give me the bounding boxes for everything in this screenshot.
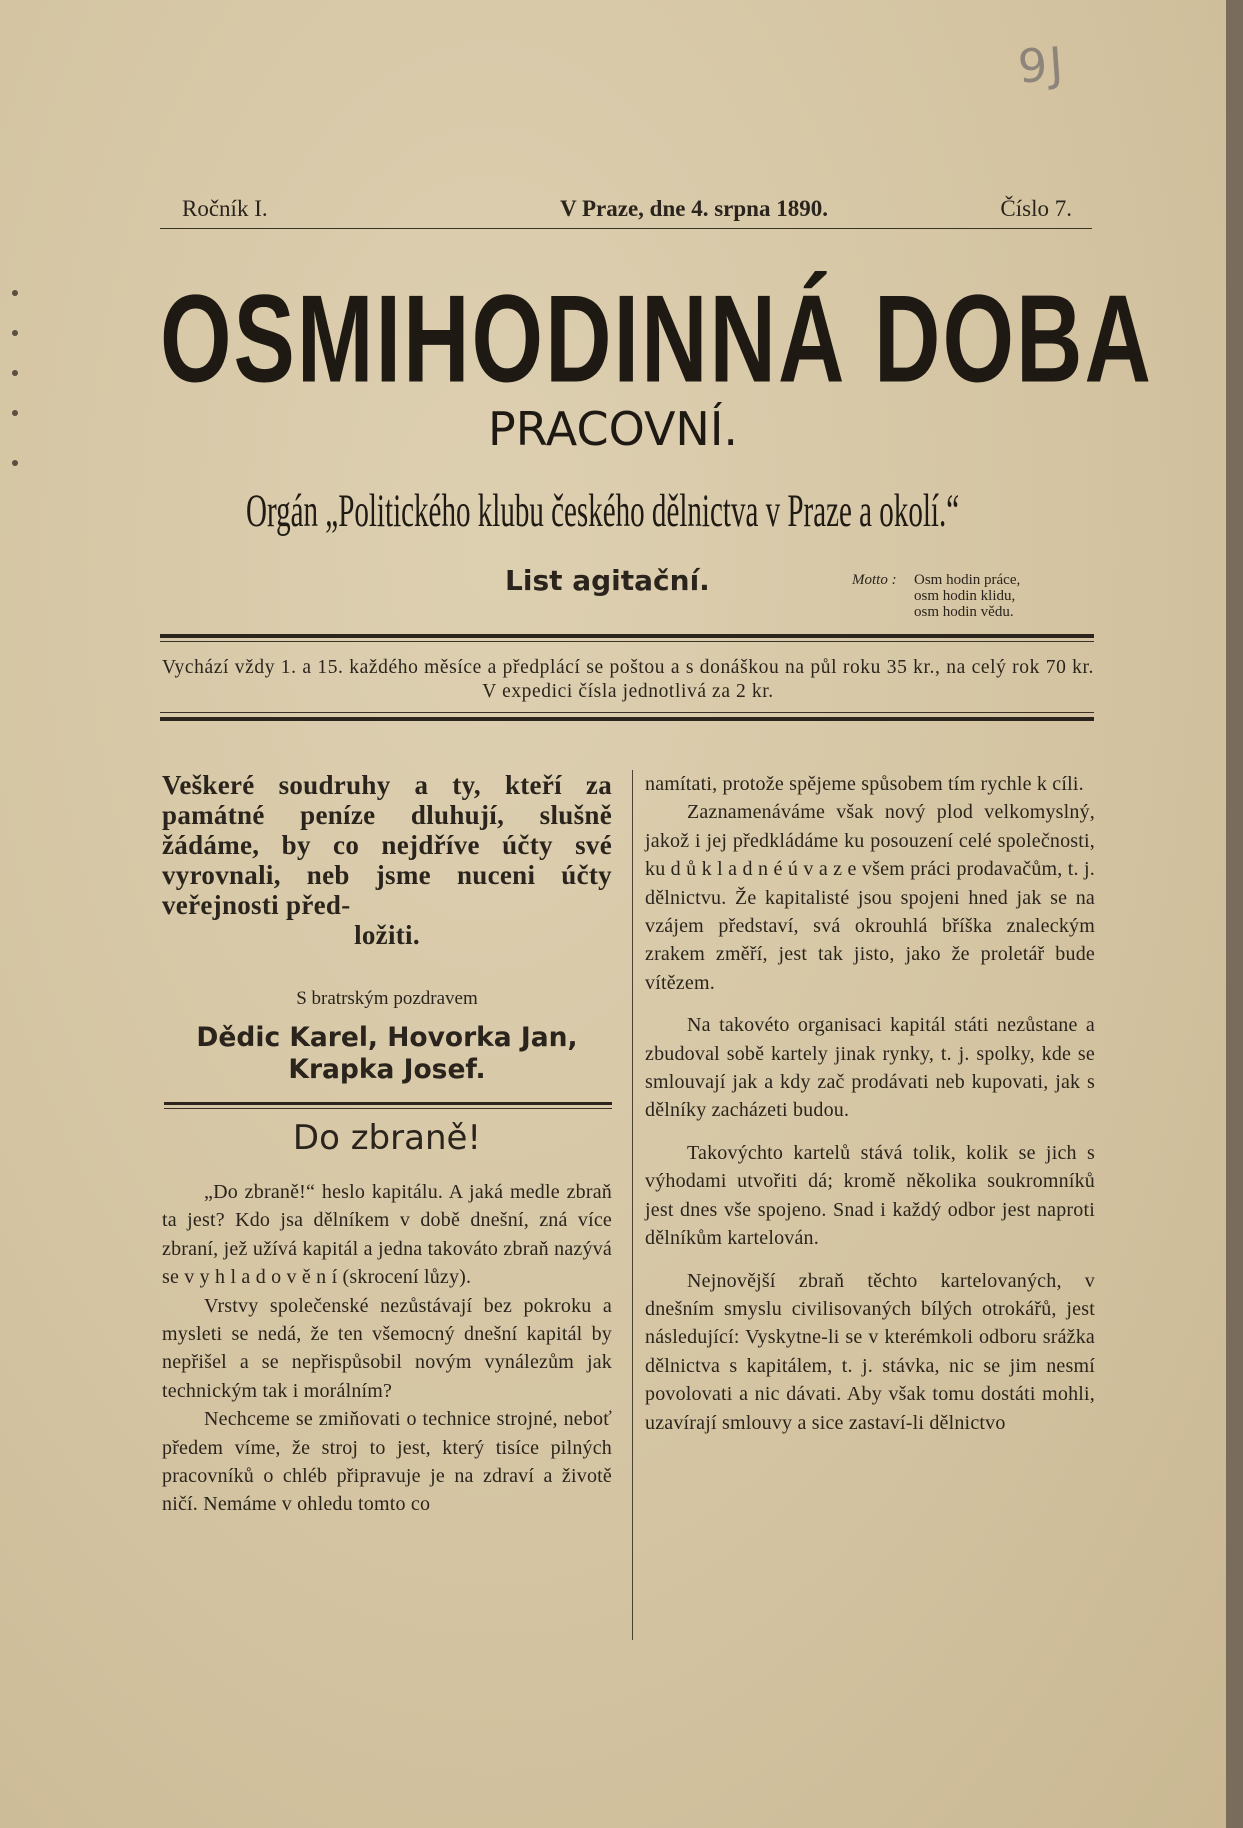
- subscription-rule: [160, 717, 1094, 721]
- notice-text: Veškeré soudruhy a ty, kteří za památné peníze dluhují, slušně žádáme, by co nejdříve účty své vyrovnali, neb jsme nuceni účty veřejnosti před-: [162, 770, 612, 920]
- notice-text-end: ložiti.: [354, 920, 420, 950]
- article-right-column: [645, 770, 1095, 1437]
- notice-signatories: [162, 1022, 612, 1086]
- article-paragraph: Takovýchto kartelů stává tolik, kolik se jich s výhodami utvořiti dá; kromě několika soukromníků jest dnes vše spojeno. Snad i každý odbor jest naproti dělníkům kartelován.: [645, 1141, 1095, 1250]
- article-paragraph: Vrstvy společenské nezůstávají bez pokroku a mysleti se nedá, že ten všemocný dnešní kapitál by nepřišel a se nepřispůsobil novým vynálezům jak technickým tak i morálním?: [162, 1294, 612, 1402]
- motto-line: osm hodin vědu.: [914, 604, 1014, 620]
- masthead-subtitle: PRACOVNÍ.: [487, 402, 739, 456]
- motto-line: Osm hodin práce,: [914, 572, 1021, 588]
- notice-rule-thin: [164, 1108, 612, 1109]
- masthead-rule-thin: [160, 641, 1094, 642]
- article-left-column: [162, 1178, 612, 1519]
- article-paragraph: Na takovéto organisaci kapitál státi nezůstane a zbudoval sobě kartely jinak rynky, t. j. spolky, kde se smlouvají jak a kdy zač prodávati neb kupovati, jak s dělníky zacházeti budou.: [645, 1014, 1095, 1122]
- motto-line: osm hodin klidu,: [914, 588, 1016, 604]
- page-edge: [1226, 0, 1243, 1828]
- article-paragraph: namítati, protože spějeme spůsobem tím rychle k cíli.: [645, 773, 1084, 795]
- article-heading: Do zbraně!: [292, 1118, 482, 1158]
- signatory-line: Dědic Karel, Hovorka Jan,: [196, 1022, 578, 1053]
- issue-header: [182, 196, 1072, 222]
- notice-rule: [164, 1102, 612, 1105]
- article-paragraph: Nechceme se zmiňovati o technice strojné, neboť předem víme, že stroj to jest, který tisíce pilných pracovníků o chléb připravuje je na zdraví a životě ničí. Nemáme v ohledu tomto co: [162, 1408, 612, 1516]
- subscription-info: Vychází vždy 1. a 15. každého měsíce a předplácí se poštou a s donáškou na půl roku 35 kr., na celý rok 70 kr. V expedici čísla jednotlivá za 2 kr.: [162, 657, 1094, 702]
- header-rule: [160, 228, 1092, 229]
- masthead-title: OSMIHODINNÁ DOBA: [160, 270, 1153, 409]
- volume-label: Ročník I.: [182, 196, 268, 221]
- signatory-line: Krapka Josef.: [288, 1054, 486, 1085]
- article-paragraph: „Do zbraně!“ heslo kapitálu. A jaká medle zbraň ta jest? Kdo jsa dělníkem v době dnešní, zná více zbraní, jež užívá kapitál a jedna takováto zbraň nazývá se v y h l a d o v ě n í (skrocení lůzy).: [162, 1181, 612, 1289]
- dateline: V Praze, dne 4. srpna 1890.: [560, 196, 828, 221]
- debt-notice: [162, 770, 612, 950]
- notice-greeting: S bratrským pozdravem: [296, 988, 478, 1009]
- article-paragraph: Zaznamenáváme však nový plod velkomyslný, jakož i jej předkládáme ku posouzení celé společnosti, ku d ů k l a d n é ú v a z e všem práci prodavačům, t. j. dělnictvu. Že kapitalisté jsou spojeni hned jak se na vzájem představí, svá okrouhlá bříška znaleckým zrakem změří, jest tak jisto, jako že proletář bude vítězem.: [645, 801, 1095, 994]
- column-divider: [632, 770, 633, 1640]
- handwritten-annotation: 9J: [1016, 36, 1067, 94]
- motto-label: Motto :: [852, 572, 897, 588]
- issue-number: Číslo 7.: [1000, 196, 1072, 221]
- subscription-rule-thin: [160, 712, 1094, 713]
- organ-line: Orgán „Politického klubu českého dělnictva v Praze a okolí.“: [246, 485, 960, 537]
- tagline: List agitační.: [505, 564, 710, 597]
- article-paragraph: Nejnovější zbraň těchto kartelovaných, v dnešním smyslu civilisovaných bílých otrokářů, jest následující: Vyskytne-li se v kterémkoli odboru srážka dělnictva s kapitálem, t. j. stávka, nic se jim nesmí povolovati a nic dávati. Aby však tomu dostáti mohli, uzavírají smlouvy a sice zastaví-li dělnictvo: [645, 1269, 1095, 1434]
- motto: [852, 572, 1082, 620]
- masthead-rule: [160, 634, 1094, 638]
